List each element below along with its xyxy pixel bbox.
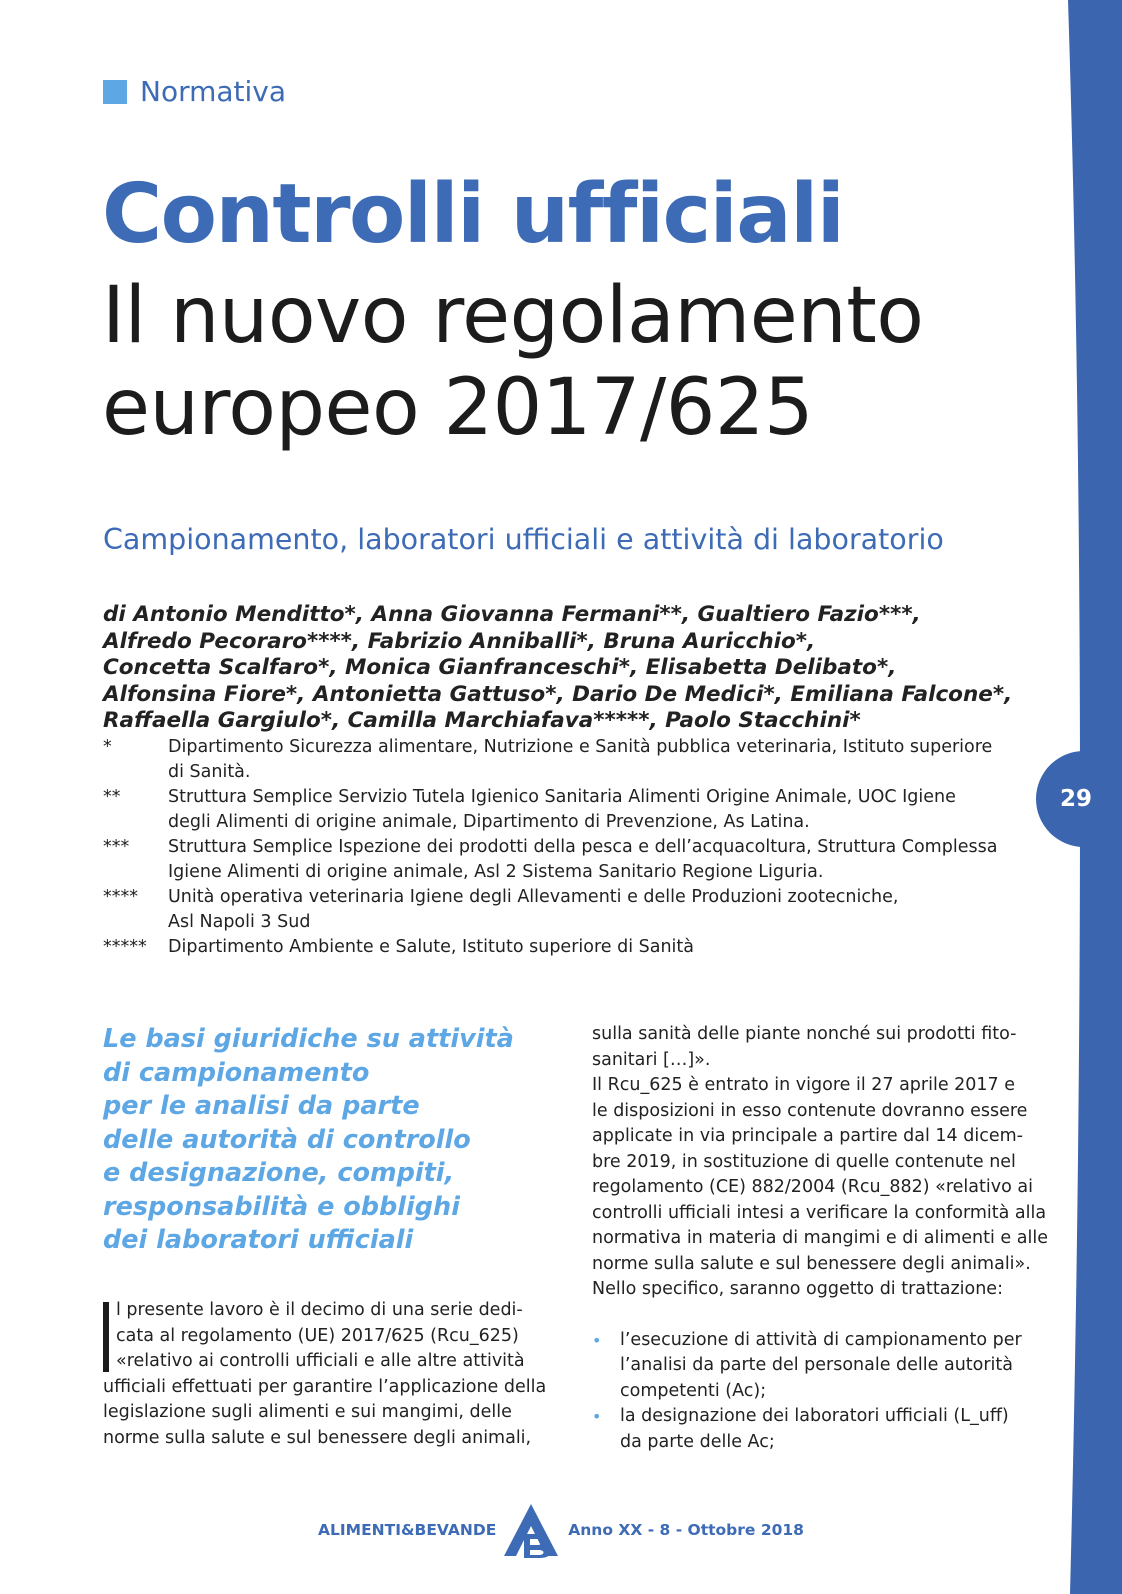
lead-line: di campionamento — [103, 1057, 370, 1088]
authors-line: Concetta Scalfaro*, Monica Gianfranceschi*, Elisabetta Delibato*, — [103, 655, 897, 680]
body-line: cata al regolamento (UE) 2017/625 (Rcu_625) — [116, 1325, 519, 1346]
bullet-line: competenti (Ac); — [620, 1380, 767, 1401]
affiliation-text — [168, 735, 992, 785]
issue-info: Anno XX - 8 - Ottobre 2018 — [568, 1521, 804, 1539]
body-line: sanitari […]». — [592, 1049, 711, 1070]
body-line: controlli ufficiali intesi a verificare la conformità alla — [592, 1202, 1047, 1223]
affiliation-item — [103, 935, 1003, 960]
bullet-text — [620, 1328, 1022, 1405]
affiliation-item — [103, 735, 1003, 785]
headline-line: europeo 2017/625 — [102, 363, 814, 453]
affiliation-line: degli Alimenti di origine animale, Dipartimento di Prevenzione, As Latina. — [168, 812, 810, 832]
affiliation-item — [103, 785, 1003, 835]
affiliation-mark: ***** — [103, 937, 147, 957]
lead-paragraph — [103, 1023, 543, 1258]
affiliation-line: Dipartimento Sicurezza alimentare, Nutrizione e Sanità pubblica veterinaria, Istituto superiore — [168, 737, 993, 757]
bullet-line: da parte delle Ac; — [620, 1431, 775, 1452]
page-footer — [0, 1500, 1122, 1560]
page-number-badge — [1036, 751, 1122, 847]
bullet-item — [592, 1404, 1022, 1455]
affiliation-text — [168, 885, 898, 935]
affiliation-line: Igiene Alimenti di origine animale, Asl 2 Sistema Sanitario Regione Liguria. — [168, 862, 824, 882]
body-line: ufficiali effettuati per garantire l’applicazione della — [103, 1376, 547, 1397]
bullet-line: l’esecuzione di attività di campionamento per — [620, 1329, 1022, 1350]
lead-line: Le basi giuridiche su attività — [103, 1024, 514, 1054]
lead-line: e designazione, compiti, — [103, 1158, 455, 1188]
dropcap-i — [103, 1302, 109, 1372]
affiliation-text — [168, 835, 997, 885]
affiliation-text — [168, 935, 694, 960]
bullet-dot-icon: • — [592, 1330, 602, 1350]
affiliation-mark: **** — [103, 887, 138, 907]
affiliation-line: Struttura Semplice Ispezione dei prodotti della pesca e dell’acquacoltura, Struttura Complessa — [168, 837, 998, 857]
body-line: Nello specifico, saranno oggetto di trattazione: — [592, 1279, 1003, 1299]
lead-line: dei laboratori ufficiali — [103, 1225, 414, 1255]
headline-line: Il nuovo regolamento — [102, 271, 924, 361]
affiliations-list — [103, 735, 1003, 960]
lead-line: responsabilità e obblighi — [103, 1191, 460, 1222]
affiliation-text — [168, 785, 956, 835]
affiliation-line: Unità operativa veterinaria Igiene degli Allevamenti e delle Produzioni zootecniche, — [168, 887, 899, 907]
body-line: le disposizioni in esso contenute dovranno essere — [592, 1100, 1028, 1121]
body-line: sulla sanità delle piante nonché sui prodotti fito- — [592, 1024, 1017, 1044]
affiliation-mark: ** — [103, 787, 121, 807]
body-line: norme sulla salute e sul benessere degli animali, — [103, 1427, 532, 1448]
authors-line: Alfonsina Fiore*, Antonietta Gattuso*, Dario De Medici*, Emiliana Falcone*, — [103, 681, 1013, 707]
lead-line: delle autorità di controllo — [103, 1124, 471, 1155]
body-line: normativa in materia di mangimi e di alimenti e alle — [592, 1228, 1048, 1248]
affiliation-line: di Sanità. — [168, 762, 251, 782]
lead-line: per le analisi da parte — [103, 1091, 420, 1121]
section-square-icon — [103, 80, 127, 104]
authors-block — [103, 602, 1013, 735]
affiliation-line: Dipartimento Ambiente e Salute, Istituto superiore di Sanità — [168, 937, 695, 957]
authors-line: Raffaella Gargiulo*, Camilla Marchiafava*****, Paolo Stacchini* — [103, 708, 861, 733]
section-label — [103, 75, 286, 108]
bullet-list — [592, 1328, 1022, 1456]
body-line: l presente lavoro è il decimo di una serie dedi- — [116, 1300, 523, 1320]
article-title: Controlli ufficiali — [102, 167, 844, 262]
body-line: Il Rcu_625 è entrato in vigore il 27 aprile 2017 e — [592, 1075, 1016, 1095]
article-headline — [102, 270, 924, 454]
affiliation-line: Asl Napoli 3 Sud — [168, 912, 311, 932]
body-line: applicate in via principale a partire dal 14 dicem- — [592, 1126, 1023, 1146]
article-subtitle: Campionamento, laboratori ufficiali e attività di laboratorio — [103, 523, 944, 556]
section-label-text: Normativa — [140, 75, 287, 108]
body-line: legislazione sugli alimenti e sui mangimi, delle — [103, 1402, 512, 1422]
body-line: regolamento (CE) 882/2004 (Rcu_882) «relativo ai — [592, 1177, 1033, 1197]
body-column-right — [592, 1022, 1048, 1455]
authors-line: di Antonio Menditto*, Anna Giovanna Fermani**, Gualtiero Fazio***, — [103, 602, 921, 627]
affiliation-item — [103, 885, 1003, 935]
affiliation-item — [103, 835, 1003, 885]
body-line: norme sulla salute e sul benessere degli animali». — [592, 1253, 1031, 1274]
bullet-item — [592, 1328, 1022, 1405]
bullet-text — [620, 1404, 1009, 1455]
page-number: 29 — [1059, 786, 1092, 812]
affiliation-mark: * — [103, 737, 112, 757]
body-line: «relativo ai controlli ufficiali e alle altre attività — [116, 1351, 525, 1371]
affiliation-mark: *** — [103, 837, 130, 857]
bullet-line: l’analisi da parte del personale delle autorità — [620, 1355, 1013, 1375]
letter-b-logo-icon — [502, 1502, 560, 1558]
bullet-dot-icon: • — [592, 1407, 602, 1426]
body-column-left — [103, 1298, 547, 1451]
bullet-line: la designazione dei laboratori ufficiali (L_uff) — [620, 1406, 1009, 1426]
affiliation-line: Struttura Semplice Servizio Tutela Igienico Sanitaria Alimenti Origine Animale, UOC Igiene — [168, 787, 956, 807]
body-line: bre 2019, in sostituzione di quelle contenute nel — [592, 1151, 1016, 1172]
magazine-name: ALIMENTI&BEVANDE — [318, 1521, 497, 1539]
authors-line: Alfredo Pecoraro****, Fabrizio Anniballi*, Bruna Auricchio*, — [103, 628, 816, 654]
